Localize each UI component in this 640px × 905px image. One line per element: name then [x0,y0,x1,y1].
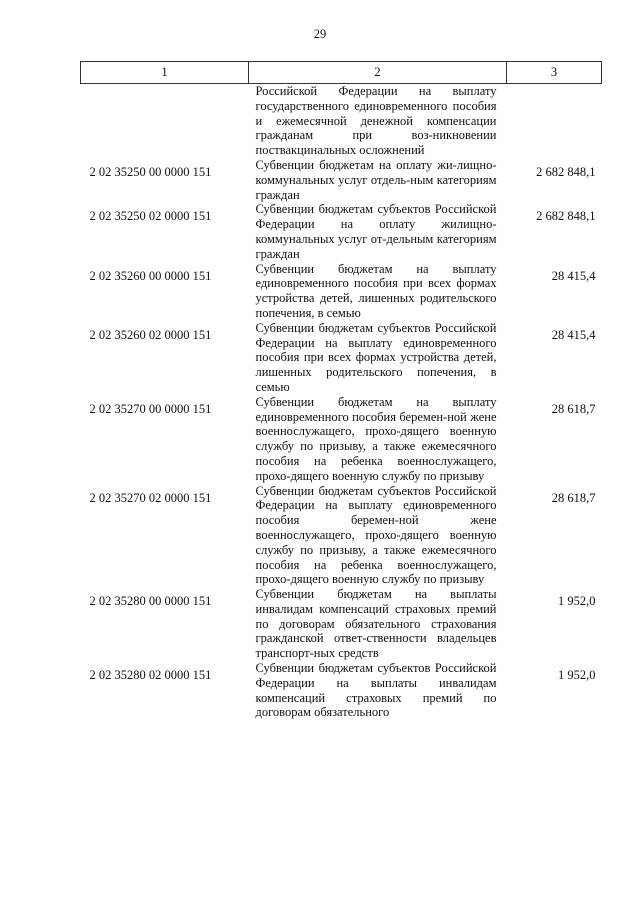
row-code: 2 02 35260 00 0000 151 [89,268,212,283]
table-row [81,661,602,720]
row-description: Субвенции бюджетам субъектов Российской Федерации на выплату единовременного пособия при всех формах устройства детей, лишенных родительского попечения, в семью [255,320,497,394]
row-amount: 28 618,7 [551,490,596,505]
row-code: 2 02 35250 00 0000 151 [89,164,212,179]
row-amount: 2 682 848,1 [536,209,596,224]
row-code: 2 02 35280 00 0000 151 [89,594,212,609]
table-row [81,158,602,202]
header-row [81,62,602,84]
row-description: Субвенции бюджетам субъектов Российской Федерации на выплаты инвалидам компенсаций страховых премий по договорам обязательного [255,661,497,720]
row-description: Субвенции бюджетам на выплаты инвалидам компенсаций страховых премий по договорам обязательного страхования гражданской ответ-ственности владельцев транспорт-ных средств [255,587,497,661]
table-row [81,321,602,395]
table-body [81,84,602,721]
row-description: Субвенции бюджетам на оплату жи-лищно-коммунальных услуг отдель-ным категориям граждан [255,157,497,202]
table-row [81,587,602,661]
row-code: 2 02 35280 02 0000 151 [89,668,212,683]
table-row [81,262,602,321]
row-amount: 2 682 848,1 [536,164,596,179]
table-row [81,484,602,588]
row-amount: 1 952,0 [558,668,596,683]
table-header [81,62,602,84]
row-amount [507,84,602,158]
row-amount: 28 415,4 [551,268,596,283]
column-header-2: 2 [249,62,507,84]
table-row [81,395,602,484]
budget-table [80,61,602,720]
row-code: 2 02 35260 02 0000 151 [89,327,212,342]
row-code [81,84,249,158]
row-description: Субвенции бюджетам субъектов Российской Федерации на оплату жилищно-коммунальных услуг от-дельным категориям граждан [255,202,497,261]
table-row [81,202,602,261]
row-amount: 28 415,4 [551,327,596,342]
row-amount: 28 618,7 [551,401,596,416]
row-amount: 1 952,0 [558,594,596,609]
table-row [81,84,602,158]
page-number: 29 [313,27,327,41]
row-code: 2 02 35270 02 0000 151 [89,490,212,505]
row-code: 2 02 35250 02 0000 151 [89,209,212,224]
row-description: Субвенции бюджетам на выплату единовременного пособия при всех формах устройства детей, лишенных родительского попечения, в семью [255,261,497,320]
column-header-3: 3 [507,62,602,84]
column-header-1: 1 [81,62,249,84]
row-code: 2 02 35270 00 0000 151 [89,401,212,416]
row-description: Субвенции бюджетам субъектов Российской Федерации на выплату единовременного пособия беремен-ной жене военнослужащего, прохо-дящего военную службу по призыву, а также ежемесячного пособия на ребенка военнослужащего, прохо-дящего военную службу по призыву [255,483,497,587]
row-description: Субвенции бюджетам на выплату единовременного пособия беремен-ной жене военнослужащего, прохо-дящего военную службу по призыву, а также ежемесячного пособия на ребенка военнослужащего, прохо-дящего военную службу по призыву [255,394,497,483]
row-description: Российской Федерации на выплату государственного единовременного пособия и ежемесячной денежной компенсации гражданам при воз-никновении поствакцинальных осложнений [255,84,497,158]
